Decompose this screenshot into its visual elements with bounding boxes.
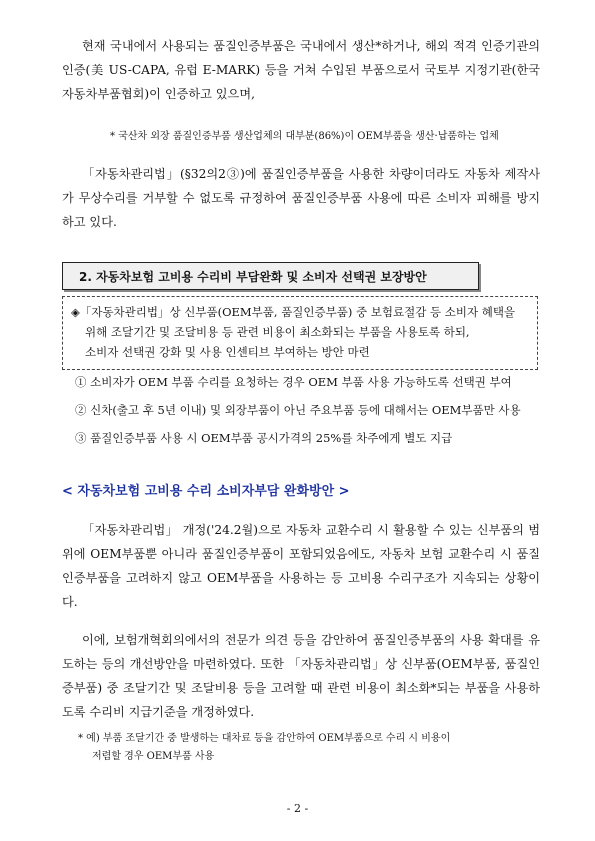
page-number: - 2 - [286, 802, 309, 815]
footnote-example-line-2: 저렴할 경우 OEM부품 사용 [92, 751, 215, 762]
measure-item-2: ② 신차(출고 후 5년 이내) 및 외장부품이 아닌 주요부품 등에 대해서는 OEM부품만 사용 [75, 403, 521, 417]
section-title: 2. 자동차보험 고비용 수리비 부담완화 및 소비자 선택권 보장방안 [79, 270, 427, 284]
summary-line-3: 소비자 선택권 강화 및 사용 인센티브 부여하는 방안 마련 [85, 345, 370, 359]
summary-line-2: 위해 조달기간 및 조달비용 등 관련 비용이 최소화되는 부품을 사용토록 하되, [85, 325, 470, 339]
paragraph-improvement-plan: 이에, 보험개혁회의에서의 전문가 의견 등을 감안하여 품질인증부품의 사용 확대를 유도하는 등의 개선방안을 마련하였다. 또한 「자동차관리법」상 신부품(OEM부품, 품질인증부품) 중 조달기간 및 조달비용 등을 고려할 때 관련 비용이 최소화*되는 부품을 사용하도록 수리비 지급기준을 개정하였다. [62, 633, 540, 719]
footnote-example-line-1: * 예) 부품 조달기간 중 발생하는 대차료 등을 감안하여 OEM부품으로 수리 시 비용이 [78, 733, 451, 744]
paragraph-quality-parts-origin: 현재 국내에서 사용되는 품질인증부품은 국내에서 생산*하거나, 해외 적격 인증기관의 인증(美 US-CAPA, 유럽 E-MARK) 등을 거쳐 수입된 부품으로서 국토부 지정기관(한국자동차부품협회)이 인증하고 있으며, [62, 39, 540, 101]
subheading-cost-relief: < 자동차보험 고비용 수리 소비자부담 완화방안 > [62, 484, 350, 499]
measure-item-1: ① 소비자가 OEM 부품 수리를 요청하는 경우 OEM 부품 사용 가능하도록 선택권 부여 [75, 375, 512, 389]
section-heading-box [62, 262, 479, 290]
footnote-domestic-makers: * 국산차 외장 품질인증부품 생산업체의 대부분(86%)이 OEM부품을 생산·납품하는 업체 [110, 131, 499, 142]
summary-line-1: ◈「자동차관리법」상 신부품(OEM부품, 품질인증부품) 중 보험료절감 등 소비자 혜택을 [71, 305, 516, 319]
footnote-example [78, 730, 538, 766]
measure-item-3: ③ 품질인증부품 사용 시 OEM부품 공시가격의 25%를 차주에게 별도 지급 [75, 431, 453, 445]
summary-box [62, 296, 538, 370]
paragraph-law-amendment: 「자동차관리법」 개정('24.2월)으로 자동차 교환수리 시 활용할 수 있는 신부품의 범위에 OEM부품뿐 아니라 품질인증부품이 포함되었음에도, 자동차 보험 교환수리 시 품질인증부품을 고려하지 않고 OEM부품을 사용하는 등 고비용 수리구조가 지속되는 상황이다. [62, 523, 540, 609]
paragraph-free-repair-guarantee: 「자동차관리법」(§32의2③)에 품질인증부품을 사용한 차량이더라도 자동차 제작사가 무상수리를 거부할 수 없도록 규정하여 품질인증부품 사용에 따른 소비자 피해를 방지하고 있다. [62, 167, 540, 229]
